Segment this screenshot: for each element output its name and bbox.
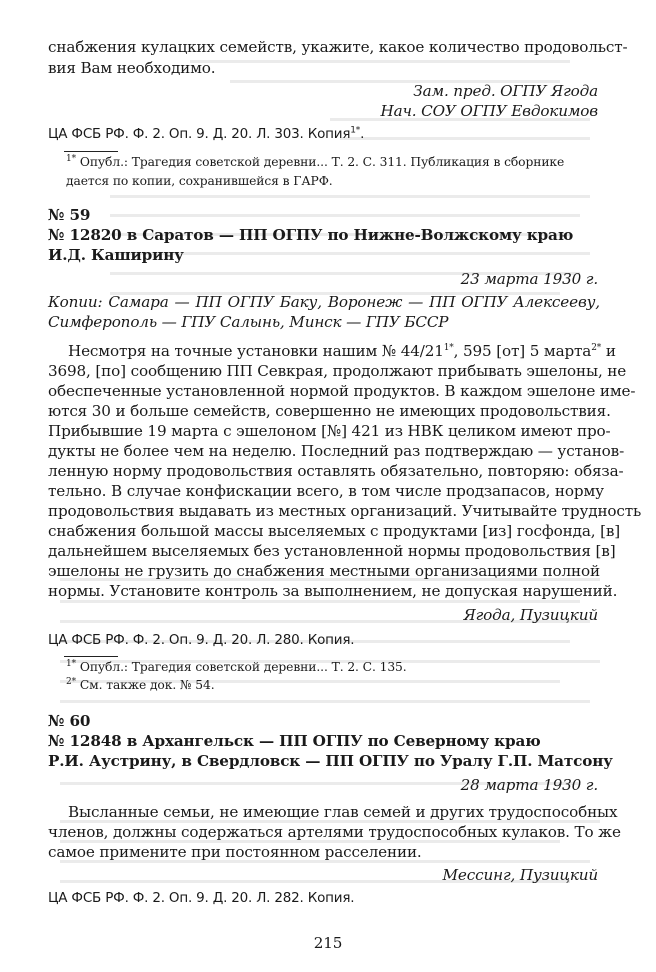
footnote-marker: 2*	[591, 342, 602, 353]
archive-text: ЦА ФСБ РФ. Ф. 2. Оп. 9. Д. 20. Л. 303. Копия	[48, 126, 351, 142]
paragraph-line: 3698, [по] сообщению ПП Севкрая, продолжают прибывать эшелоны, не	[48, 362, 627, 380]
document-heading: № 12848 в Архангельск — ПП ОГПУ по Северному краю	[48, 732, 541, 750]
text-span: , 595 [от] 5 марта	[453, 342, 592, 360]
signature-line: Зам. пред. ОГПУ Ягода	[413, 82, 598, 100]
footnote-text: См. также док. № 54.	[79, 678, 215, 692]
signature-line: Ягода, Пузицкий	[463, 606, 598, 624]
footnote-text: Опубл.: Трагедия советской деревни... Т. 2. С. 311. Публикация в сборнике	[79, 155, 565, 169]
paragraph-line: ленную норму продовольствия оставлять обязательно, повторяю: обяза-	[48, 462, 624, 480]
paragraph-line: членов, должны содержаться артелями трудоспособных кулаков. То же	[48, 823, 621, 841]
paragraph-line: обеспеченные установленной нормой продуктов. В каждом эшелоне име-	[48, 382, 636, 400]
page-number: 215	[313, 934, 343, 952]
paragraph-last-line: нормы. Установите контроль за выполнением, не допуская нарушений.	[48, 582, 618, 600]
document-date: 28 марта 1930 г.	[460, 776, 598, 794]
footnote-marker: 1*	[66, 153, 77, 164]
paragraph-line: дукты не более чем на неделю. Последний раз подтверждаю — установ-	[48, 442, 625, 460]
footnote-text: Опубл.: Трагедия советской деревни... Т. 2. С. 135.	[79, 660, 407, 674]
text-line: снабжения кулацких семейств, укажите, какое количество продовольст-	[48, 38, 628, 56]
footnote-marker: 2*	[66, 676, 77, 687]
paragraph-line: Прибывшие 19 марта с эшелоном [№] 421 из НВК целиком имеют про-	[48, 422, 611, 440]
document-number: № 59	[48, 206, 91, 224]
footnote	[66, 660, 407, 674]
archive-end: .	[360, 126, 365, 142]
paragraph-line: продовольствия выдавать из местных организаций. Учитывайте трудность	[48, 502, 642, 520]
footnote-marker: 1*	[350, 125, 361, 136]
text-line: вия Вам необходимо.	[48, 59, 216, 77]
footnote-text: дается по копии, сохранившейся в ГАРФ.	[66, 174, 333, 188]
footnote-marker: 1*	[66, 658, 77, 669]
footnote	[66, 678, 215, 692]
footnote-rule	[64, 151, 118, 152]
text-span: Несмотря на точные установки нашим № 44/21	[68, 342, 444, 360]
paragraph-line: снабжения большой массы выселяемых с продуктами [из] госфонда, [в]	[48, 522, 621, 540]
signature-line: Мессинг, Пузицкий	[442, 866, 598, 884]
archive-reference: ЦА ФСБ РФ. Ф. 2. Оп. 9. Д. 20. Л. 282. Копия.	[48, 890, 355, 906]
paragraph-last-line: самое примените при постоянном расселении.	[48, 843, 422, 861]
document-heading: И.Д. Каширину	[48, 246, 184, 264]
paragraph-first-line	[68, 342, 616, 360]
document-date: 23 марта 1930 г.	[460, 270, 598, 288]
document-heading: Р.И. Аустрину, в Свердловск — ПП ОГПУ по Уралу Г.П. Матсону	[48, 752, 613, 770]
paragraph-line: ются 30 и больше семейств, совершенно не имеющих продовольствия.	[48, 402, 611, 420]
copies-line: Симферополь — ГПУ Салынь, Минск — ГПУ БССР	[48, 313, 449, 331]
paragraph-line: эшелоны не грузить до снабжения местными организациями полной	[48, 562, 600, 580]
copies-line: Копии: Самара — ПП ОГПУ Баку, Воронеж — ПП ОГПУ Алексееву,	[48, 293, 600, 311]
footnote	[66, 155, 564, 169]
paragraph-line: тельно. В случае конфискации всего, в том числе продзапасов, норму	[48, 482, 604, 500]
archive-reference	[48, 126, 364, 142]
paragraph-first-line: Высланные семьи, не имеющие глав семей и других трудоспособных	[68, 803, 618, 821]
document-heading: № 12820 в Саратов — ПП ОГПУ по Нижне-Волжскому краю	[48, 226, 574, 244]
text-span: и	[601, 342, 616, 360]
signature-line: Нач. СОУ ОГПУ Евдокимов	[380, 102, 598, 120]
document-number: № 60	[48, 712, 91, 730]
footnote-rule	[64, 656, 118, 657]
archive-reference: ЦА ФСБ РФ. Ф. 2. Оп. 9. Д. 20. Л. 280. Копия.	[48, 632, 355, 648]
paragraph-line: дальнейшем выселяемых без установленной нормы продовольствия [в]	[48, 542, 616, 560]
footnote-marker: 1*	[443, 342, 454, 353]
